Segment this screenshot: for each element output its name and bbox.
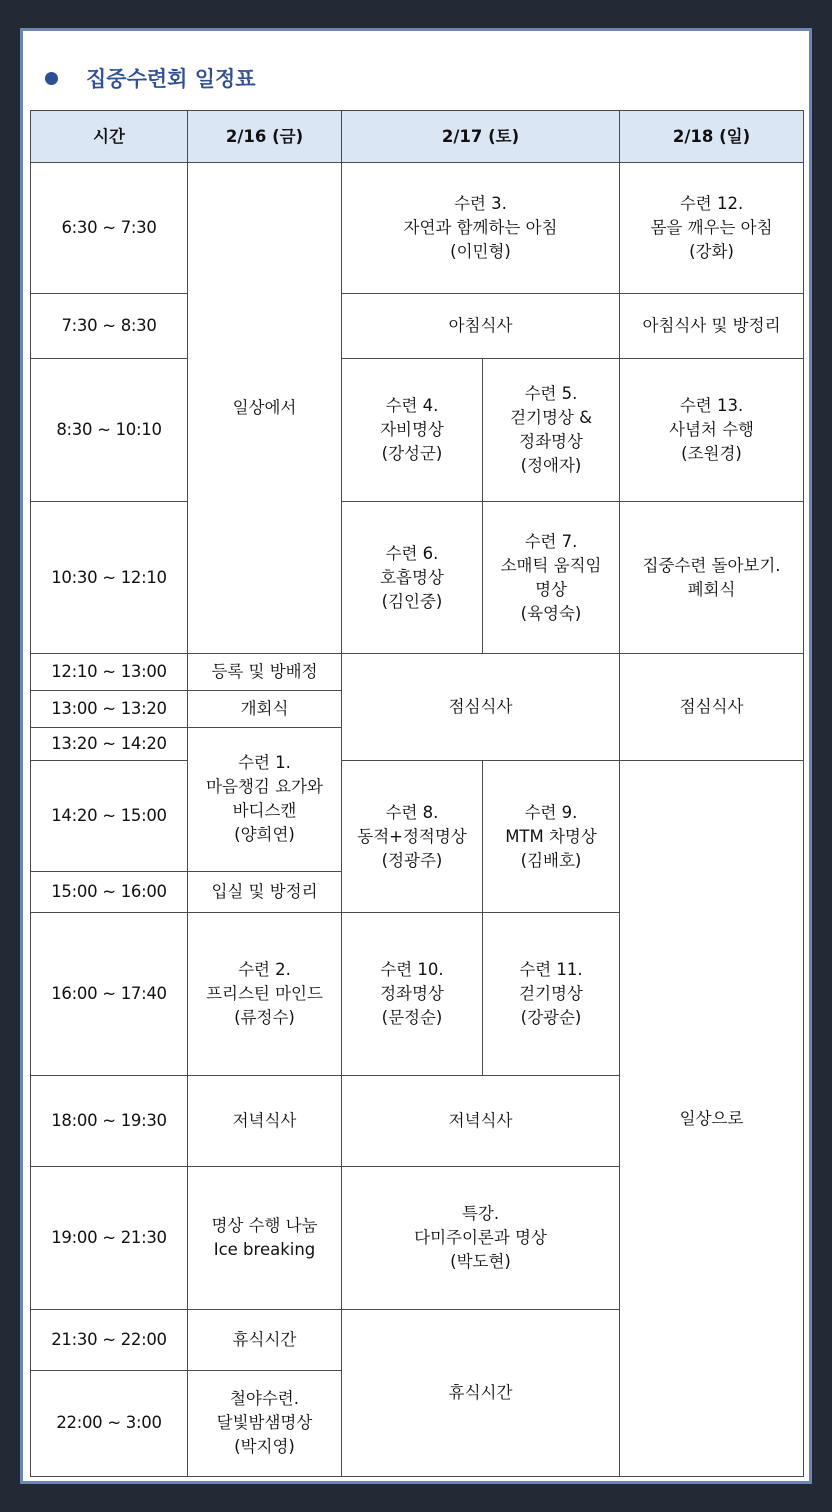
- time-slot: 13:20 ~ 14:20: [31, 728, 188, 761]
- cell-line: 마음챙김 요가와: [206, 777, 323, 797]
- cell-line: (문정순): [381, 1007, 443, 1027]
- time-slot: 22:00 ~ 3:00: [31, 1370, 188, 1476]
- sun-lunch: 점심식사: [620, 654, 804, 761]
- fri-night-session: [188, 1370, 342, 1476]
- cell-line: (김배호): [520, 850, 582, 870]
- cell-line: 수련 5.: [524, 383, 578, 403]
- cell-line: (정광주): [381, 850, 443, 870]
- table-row: [31, 163, 804, 294]
- sat-session-9: [483, 761, 620, 912]
- time-slot: 13:00 ~ 13:20: [31, 691, 188, 728]
- fri-sharing: [188, 1167, 342, 1309]
- cell-line: (강화): [689, 242, 734, 262]
- time-slot: 6:30 ~ 7:30: [31, 163, 188, 294]
- cell-line: (육영숙): [520, 603, 582, 623]
- cell-line: 자비명상: [380, 419, 444, 439]
- cell-line: (정애자): [520, 455, 582, 475]
- sun-session-13: [620, 358, 804, 501]
- fri-opening: 개회식: [188, 691, 342, 728]
- sat-session-6: [342, 501, 483, 653]
- fri-session-2: [188, 912, 342, 1075]
- sat-session-8: [342, 761, 483, 912]
- header-day-fri: 2/16 (금): [188, 111, 342, 163]
- sun-return-daily: 일상으로: [620, 761, 804, 1477]
- page-title: 집중수련회 일정표: [86, 67, 256, 91]
- cell-line: 수련 11.: [519, 959, 583, 979]
- cell-line: Ice breaking: [213, 1239, 316, 1259]
- fri-daily-cell: 일상에서: [188, 163, 342, 654]
- sun-review-closing: [620, 501, 804, 653]
- cell-line: 수련 10.: [380, 959, 444, 979]
- cell-line: (박도현): [450, 1251, 511, 1271]
- sat-session-7: [483, 501, 620, 653]
- cell-line: 수련 9.: [524, 802, 578, 822]
- cell-line: 폐회식: [687, 579, 736, 599]
- fri-dinner: 저녁식사: [188, 1076, 342, 1167]
- cell-line: (강광순): [520, 1007, 582, 1027]
- table-row: [31, 654, 804, 691]
- cell-line: 특강.: [461, 1203, 500, 1223]
- cell-line: (박지영): [234, 1437, 295, 1457]
- cell-line: (양희연): [234, 825, 295, 845]
- time-slot: 16:00 ~ 17:40: [31, 912, 188, 1075]
- cell-line: 자연과 함께하는 아침: [403, 218, 558, 238]
- cell-line: 명상 수행 나눔: [211, 1215, 318, 1235]
- sat-session-4: [342, 358, 483, 501]
- sat-dinner: 저녁식사: [342, 1076, 620, 1167]
- time-slot: 10:30 ~ 12:10: [31, 501, 188, 653]
- cell-line: 수련 4.: [385, 395, 439, 415]
- bullet-icon: [45, 72, 58, 85]
- cell-line: (김인중): [381, 591, 443, 611]
- cell-line: 수련 2.: [238, 959, 291, 979]
- table-row: [31, 501, 804, 653]
- fri-checkin: 입실 및 방정리: [188, 871, 342, 912]
- cell-line: 수련 1.: [238, 753, 291, 773]
- cell-line: (류정수): [234, 1007, 295, 1027]
- table-row: [31, 358, 804, 501]
- time-slot: 7:30 ~ 8:30: [31, 294, 188, 358]
- header-day-sun: 2/18 (일): [620, 111, 804, 163]
- cell-line: 수련 8.: [385, 802, 439, 822]
- cell-line: 명상: [535, 579, 567, 599]
- cell-line: 바디스캔: [232, 801, 297, 821]
- table-row: [31, 761, 804, 871]
- time-slot: 21:30 ~ 22:00: [31, 1309, 188, 1370]
- cell-line: 정좌명상: [519, 431, 583, 451]
- sat-lunch: 점심식사: [342, 654, 620, 761]
- fri-registration: 등록 및 방배정: [188, 654, 342, 691]
- cell-line: (강성군): [381, 443, 443, 463]
- header-day-sat: 2/17 (토): [342, 111, 620, 163]
- sat-rest: 휴식시간: [342, 1309, 620, 1476]
- cell-line: 다미주이론과 명상: [414, 1227, 547, 1247]
- schedule-panel: [20, 28, 812, 1484]
- header-row: [31, 111, 804, 163]
- cell-line: 수련 3.: [454, 194, 507, 214]
- cell-line: 걷기명상 &: [510, 407, 592, 427]
- sat-session-5: [483, 358, 620, 501]
- sat-session-3: [342, 163, 620, 294]
- cell-line: 호흡명상: [380, 567, 444, 587]
- cell-line: 사념처 수행: [669, 419, 754, 439]
- fri-session-1: [188, 728, 342, 871]
- cell-line: (조원경): [681, 443, 742, 463]
- sun-breakfast: 아침식사 및 방정리: [620, 294, 804, 358]
- time-slot: 19:00 ~ 21:30: [31, 1167, 188, 1309]
- cell-line: 달빛밤샘명상: [216, 1413, 313, 1433]
- cell-line: 소매틱 움직임: [500, 555, 602, 575]
- sat-session-11: [483, 912, 620, 1075]
- cell-line: 수련 7.: [524, 531, 578, 551]
- cell-line: 철야수련.: [229, 1389, 299, 1409]
- cell-line: 걷기명상: [519, 983, 583, 1003]
- sat-session-10: [342, 912, 483, 1075]
- cell-line: 집중수련 돌아보기.: [642, 555, 781, 575]
- time-slot: 8:30 ~ 10:10: [31, 358, 188, 501]
- cell-line: (이민형): [450, 242, 511, 262]
- cell-line: 정좌명상: [380, 983, 444, 1003]
- cell-line: 수련 12.: [679, 194, 744, 214]
- table-row: [31, 294, 804, 358]
- cell-line: MTM 차명상: [505, 826, 597, 846]
- fri-rest: 휴식시간: [188, 1309, 342, 1370]
- header-time: 시간: [31, 111, 188, 163]
- time-slot: 14:20 ~ 15:00: [31, 761, 188, 871]
- time-slot: 15:00 ~ 16:00: [31, 871, 188, 912]
- cell-line: 수련 6.: [385, 543, 439, 563]
- time-slot: 12:10 ~ 13:00: [31, 654, 188, 691]
- cell-line: 수련 13.: [679, 395, 744, 415]
- schedule-heading: [45, 63, 256, 93]
- cell-line: 동적+정적명상: [357, 826, 467, 846]
- schedule-table: [30, 110, 804, 1477]
- sun-session-12: [620, 163, 804, 294]
- sat-breakfast: 아침식사: [342, 294, 620, 358]
- cell-line: 몸을 깨우는 아침: [650, 218, 773, 238]
- time-slot: 18:00 ~ 19:30: [31, 1076, 188, 1167]
- sat-special-lecture: [342, 1167, 620, 1309]
- cell-line: 프리스틴 마인드: [206, 983, 323, 1003]
